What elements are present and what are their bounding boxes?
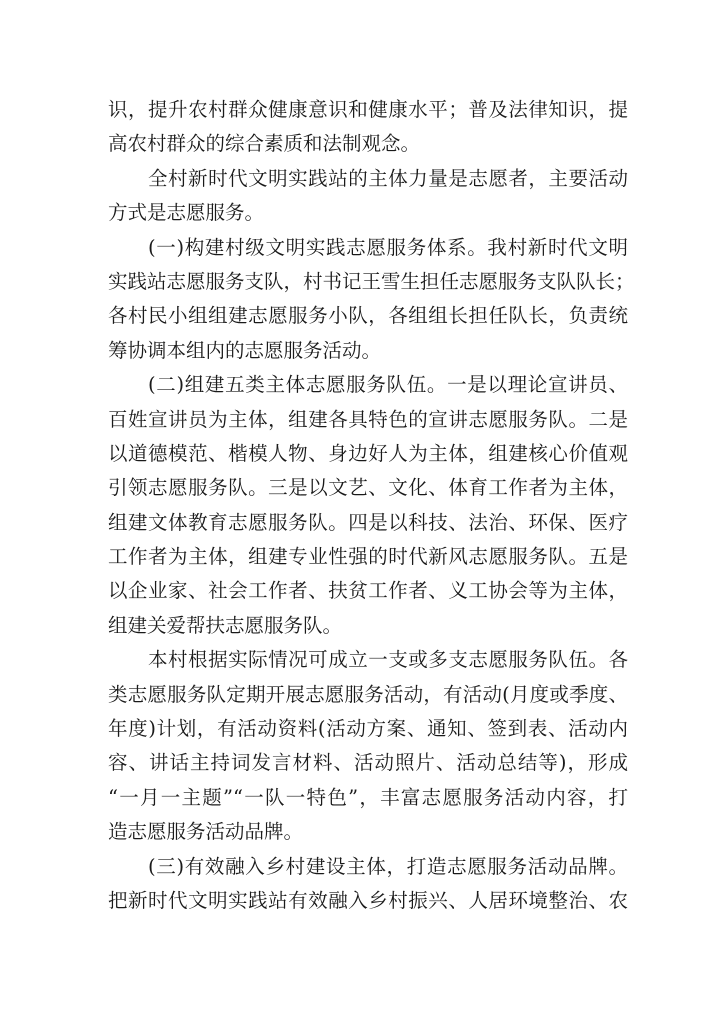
text-line: 造志愿服务活动品牌。 [108,820,304,844]
text-line: 工作者为主体，组建专业性强的时代新风志愿服务队。五是 [108,545,628,569]
body-text [108,93,635,918]
text-line: 识，提升农村群众健康意识和健康水平；普及法律知识，提 [108,98,628,121]
text-line: 百姓宣讲员为主体，组建各具特色的宣讲志愿服务队。二是 [108,407,628,431]
text-line: 引领志愿服务队。三是以文艺、文化、体育工作者为主体， [108,476,628,500]
text-line: 方式是志愿服务。 [108,201,265,225]
text-line: 以道德模范、楷模人物、身边好人为主体，组建核心价值观 [108,441,628,465]
text-line: 把新时代文明实践站有效融入乡村振兴、人居环境整治、农 [108,888,628,912]
text-line: (三)有效融入乡村建设主体，打造志愿服务活动品牌。 [148,854,628,878]
text-line: 本村根据实际情况可成立一支或多支志愿服务队伍。各 [148,648,628,672]
text-line: 各村民小组组建志愿服务小队，各组组长担任队长，负责统 [108,304,628,328]
text-line: 筹协调本组内的志愿服务活动。 [108,338,382,362]
text-line: 年度)计划，有活动资料(活动方案、通知、签到表、活动内 [108,717,628,741]
text-line: 高农村群众的综合素质和法制观念。 [108,132,421,156]
text-line: 容、讲话主持词发言材料、活动照片、活动总结等)，形成 [108,751,628,775]
text-line: 组建关爱帮扶志愿服务队。 [108,613,343,637]
text-line: 类志愿服务队定期开展志愿服务活动，有活动(月度或季度、 [108,682,628,706]
text-line: (二)组建五类主体志愿服务队伍。一是以理论宣讲员、 [148,373,628,397]
text-line: 实践站志愿服务支队，村书记王雪生担任志愿服务支队队长； [108,269,635,293]
text-line: “一月一主题”“一队一特色”，丰富志愿服务活动内容，打 [108,785,628,809]
text-line: 以企业家、社会工作者、扶贫工作者、义工协会等为主体， [108,579,628,603]
text-line: (一)构建村级文明实践志愿服务体系。我村新时代文明 [148,235,628,259]
text-line: 全村新时代文明实践站的主体力量是志愿者，主要活动 [148,166,628,190]
text-line: 组建文体教育志愿服务队。四是以科技、法治、环保、医疗 [108,510,628,534]
